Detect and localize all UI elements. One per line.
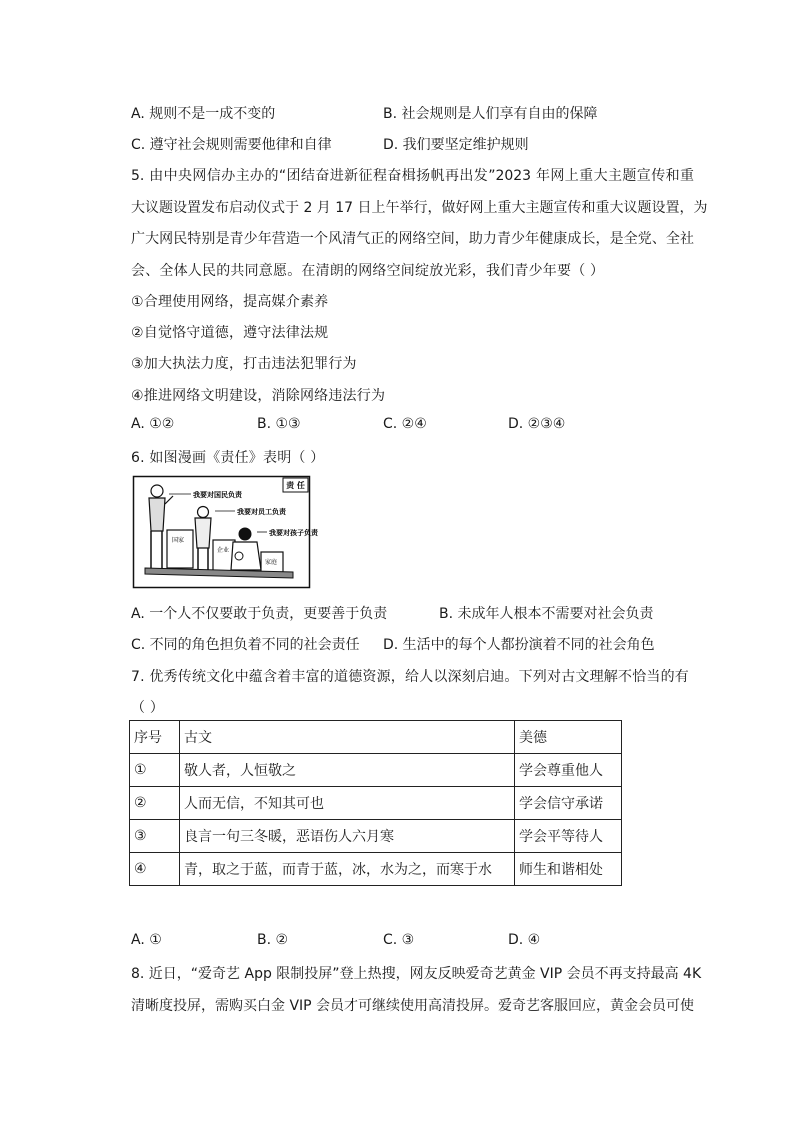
q7-option-b: B. ②: [257, 932, 289, 948]
podium-3-label: 家庭: [265, 559, 278, 566]
q4-option-a: A. 规则不是一成不变的: [131, 106, 276, 122]
q6-option-d: D. 生活中的每个人都扮演着不同的社会角色: [383, 637, 655, 653]
q7-stem-line-1: 7. 优秀传统文化中蕴含着丰富的道德资源，给人以深刻启迪。下列对古文理解不恰当的有: [131, 669, 690, 685]
figure-2-body-icon: [195, 518, 211, 548]
child-head-icon: [235, 552, 243, 560]
speech-bubble-3: 我要对孩子负责: [269, 529, 318, 537]
table-cell: ②: [130, 787, 180, 820]
q5-option-d: D. ②③④: [508, 416, 566, 432]
table-row: [130, 754, 622, 787]
table-cell: ①: [130, 754, 180, 787]
table-cell: 学会尊重他人: [515, 754, 622, 787]
table-cell: 师生和谐相处: [515, 853, 622, 886]
table-cell: 良言一句三冬暖，恶语伤人六月寒: [180, 820, 515, 853]
podium-1-label: 国家: [172, 537, 185, 544]
q6-stem: 6. 如图漫画《责任》表明（ ）: [131, 450, 325, 466]
q7-option-d: D. ④: [508, 932, 541, 948]
q5-stem-line-4: 会、全体人民的共同意愿。在清朗的网络空间绽放光彩，我们青少年要（ ）: [131, 263, 605, 279]
table-cell: 学会信守承诺: [515, 787, 622, 820]
figure-1-body-icon: [149, 498, 165, 531]
q5-item-1: ①合理使用网络，提高媒介素养: [131, 294, 329, 310]
q4-option-c: C. 遵守社会规则需要他律和自律: [131, 137, 332, 153]
table-cell: 人而无信，不知其可也: [180, 787, 515, 820]
figure-2-head-icon: [198, 507, 209, 518]
q5-item-4: ④推进网络文明建设，消除网络违法行为: [131, 388, 386, 404]
q4-option-d: D. 我们要坚定维护规则: [383, 137, 529, 153]
table-header-row: [130, 721, 622, 754]
table-header-cell: 古文: [180, 721, 515, 754]
q8-stem-line-2: 清晰度投屏，需购买白金 VIP 会员才可继续使用高清投屏。爱奇艺客服回应，黄金会员可使: [131, 998, 695, 1014]
q8-stem-line-1: 8. 近日，“爱奇艺 App 限制投屏”登上热搜，网友反映爱奇艺黄金 VIP 会员不再支持最高 4K: [131, 966, 702, 982]
figure-1-head-icon: [151, 485, 163, 497]
q5-item-3: ③加大执法力度，打击违法犯罪行为: [131, 356, 357, 372]
q6-option-b: B. 未成年人根本不需要对社会负责: [439, 606, 654, 622]
figure-3-head-icon: [239, 528, 251, 540]
table-header-cell: 序号: [130, 721, 180, 754]
q5-option-b: B. ①③: [257, 416, 301, 432]
table-row: [130, 853, 622, 886]
table-cell: 学会平等待人: [515, 820, 622, 853]
q5-stem-line-1: 5. 由中央网信办主办的“团结奋进新征程奋楫扬帆再出发”2023 年网上重大主题宣传和重: [131, 168, 694, 184]
q6-option-c: C. 不同的角色担负着不同的社会责任: [131, 637, 360, 653]
responsibility-cartoon: [133, 476, 318, 588]
q7-option-a: A. ①: [131, 932, 162, 948]
table-row: [130, 820, 622, 853]
q5-option-c: C. ②④: [383, 416, 427, 432]
speech-bubble-1: 我要对国民负责: [193, 491, 242, 499]
table-cell: ④: [130, 853, 180, 886]
q5-stem-line-3: 广大网民特别是青少年营造一个风清气正的网络空间，助力青少年健康成长，是全党、全社: [131, 231, 694, 247]
q5-option-a: A. ①②: [131, 416, 175, 432]
q7-option-c: C. ③: [383, 932, 415, 948]
q5-stem-line-2: 大议题设置发布启动仪式于 2 月 17 日上午举行，做好网上重大主题宣传和重大议题设置，为: [131, 200, 708, 216]
speech-bubble-2: 我要对员工负责: [237, 508, 286, 516]
table-header-cell: 美德: [515, 721, 622, 754]
table-cell: ③: [130, 820, 180, 853]
podium-2-label: 企业: [217, 547, 230, 554]
cartoon-title: 责 任: [286, 481, 305, 490]
q5-item-2: ②自觉恪守道德，遵守法律法规: [131, 325, 329, 341]
table-cell: 青，取之于蓝，而青于蓝，冰，水为之，而寒于水: [180, 853, 515, 886]
table-cell: 敬人者，人恒敬之: [180, 754, 515, 787]
q7-table: [129, 720, 622, 886]
table-row: [130, 787, 622, 820]
q7-stem-line-2: （ ）: [131, 700, 165, 716]
q6-option-a: A. 一个人不仅要敢于负责，更要善于负责: [131, 606, 388, 622]
q4-option-b: B. 社会规则是人们享有自由的保障: [383, 106, 598, 122]
